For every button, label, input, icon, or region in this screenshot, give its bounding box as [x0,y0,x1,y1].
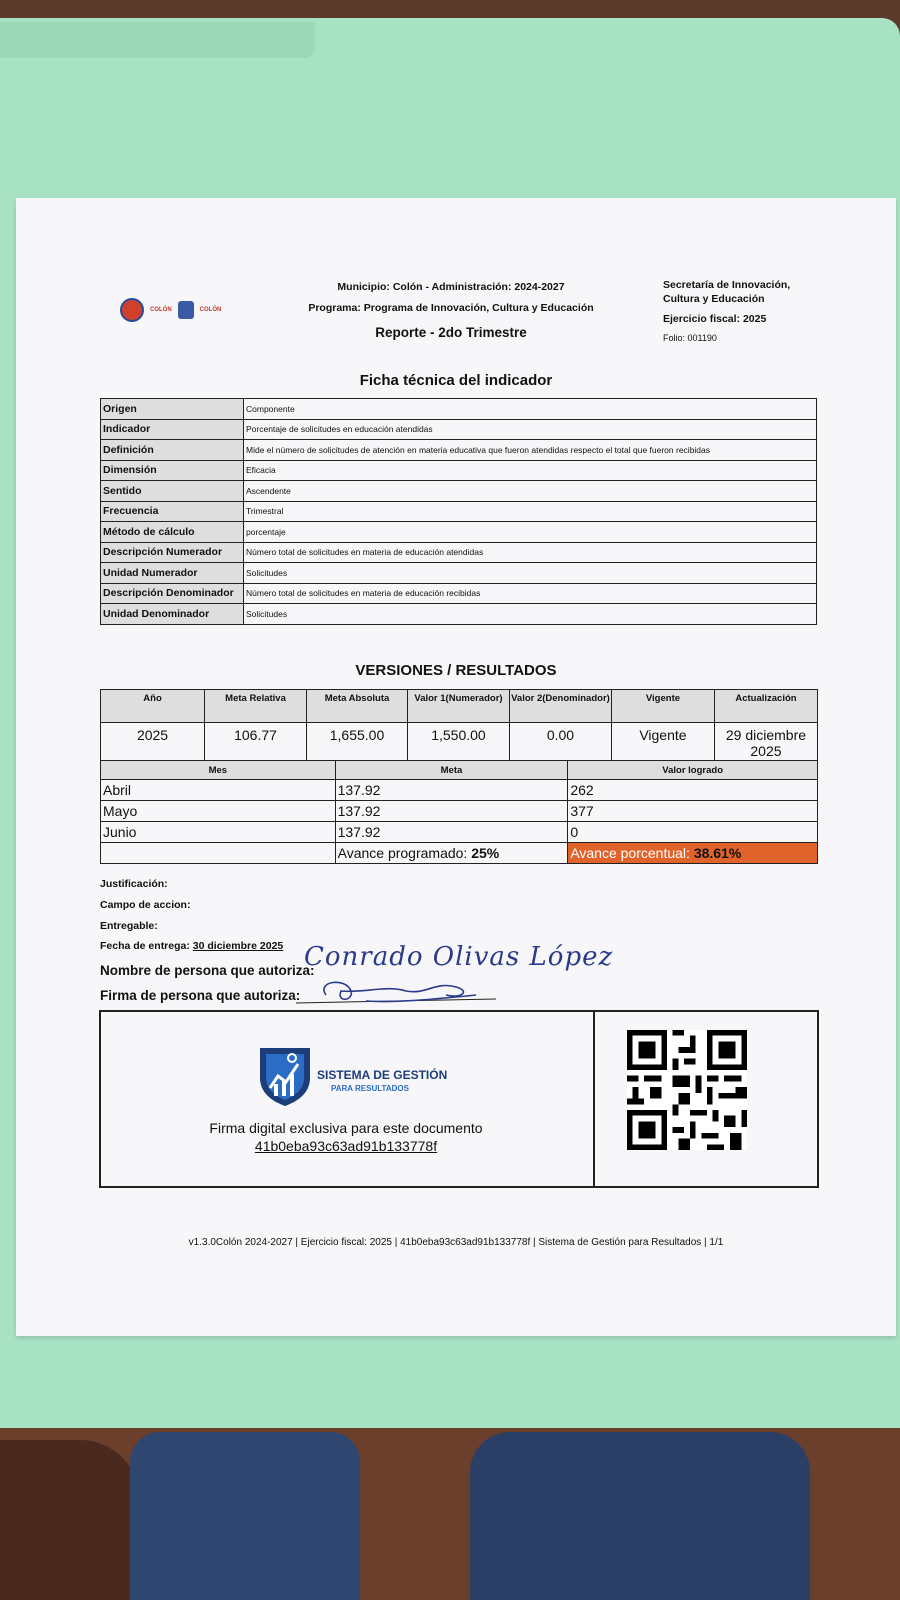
avance-programado-label: Avance programado: [337,845,472,861]
table-row [101,460,817,481]
col-meta-absoluta: Meta Absoluta [307,690,408,723]
sgr-shield-icon [256,1044,314,1106]
col-valor-2: Valor 2(Denominador) [509,690,611,723]
ejercicio-fiscal: Ejercicio fiscal: 2025 [663,313,767,325]
ficha-value: Número total de solicitudes en materia de educación atendidas [244,542,817,563]
programa: Programa: Programa de Innovación, Cultura y Educación [308,302,594,314]
ficha-key: Unidad Numerador [101,563,244,584]
ficha-value: Número total de solicitudes en materia de educación recibidas [244,583,817,604]
fecha-entrega-label: Fecha de entrega: [100,940,193,952]
avance-programado-value: 25% [471,845,500,861]
qr-code-icon [627,1030,747,1150]
ficha-key: Indicador [101,419,244,440]
col-valor-1: Valor 1(Numerador) [407,690,509,723]
val-meta-relativa: 106.77 [205,723,307,769]
col-vigente: Vigente [611,690,714,723]
reporte-title: Reporte - 2do Trimestre [375,325,527,340]
ficha-key: Sentido [101,481,244,502]
ficha-value: Solicitudes [244,604,817,625]
sgr-subtitle: PARA RESULTADOS [331,1084,409,1093]
ficha-key: Descripción Numerador [101,542,244,563]
ficha-value: porcentaje [244,522,817,543]
entregable-label: Entregable: [100,920,158,932]
ficha-key: Definición [101,440,244,461]
logo-text-1: COLÓN [150,307,172,313]
valor-cell: 0 [568,822,818,843]
meta-cell: 137.92 [335,822,568,843]
table-row [101,822,818,843]
ficha-table [100,398,817,625]
shoe [0,1440,140,1600]
col-meta: Meta [335,761,568,780]
nombre-signature: Conrado Olivas López [304,942,614,972]
footer: v1.3.0Colón 2024-2027 | Ejercicio fiscal: 2025 | 41b0eba93c63ad91b133778f | Sistema de Gestión para Resultados | 1/1 [188,1237,724,1248]
meses-table [100,760,818,864]
table-row [101,563,817,584]
box-divider [593,1012,595,1186]
ficha-key: Descripción Denominador [101,583,244,604]
table-row [101,419,817,440]
jeans-right-leg [470,1432,810,1600]
table-row [101,843,818,864]
col-meta-relativa: Meta Relativa [205,690,307,723]
avance-porcentual [568,843,818,864]
ficha-value: Eficacia [244,460,817,481]
fecha-entrega [100,940,283,952]
avance-programado [335,843,568,864]
ficha-key: Origen [101,399,244,420]
digital-signature-box [99,1010,819,1188]
meta-cell: 137.92 [335,801,568,822]
empty-cell [101,843,336,864]
ficha-key: Unidad Denominador [101,604,244,625]
val-meta-absoluta: 1,655.00 [307,723,408,769]
table-row [101,440,817,461]
table-row [101,801,818,822]
val-anio: 2025 [101,723,205,769]
ficha-key: Método de cálculo [101,522,244,543]
valor-cell: 377 [568,801,818,822]
ficha-key: Frecuencia [101,501,244,522]
digital-signature-hash[interactable]: 41b0eba93c63ad91b133778f [254,1138,438,1154]
col-mes: Mes [101,761,336,780]
val-actualizacion: 29 diciembre 2025 [714,723,817,769]
folio: Folio: 001190 [663,333,717,343]
table-row [101,780,818,801]
logos [120,298,221,322]
table-row [101,542,817,563]
secretaria-line-2: Cultura y Educación [663,293,765,305]
ficha-value: Trimestral [244,501,817,522]
ficha-value: Ascendente [244,481,817,502]
table-row [101,481,817,502]
val-valor-1: 1,550.00 [407,723,509,769]
valor-cell: 262 [568,780,818,801]
ficha-value: Mide el número de solicitudes de atención en materia educativa que fueron atendidas respecto el total que fueron recibidas [244,440,817,461]
ficha-key: Dimensión [101,460,244,481]
mes-cell: Mayo [101,801,336,822]
sgr-title: SISTEMA DE GESTIÓN [317,1068,448,1082]
fecha-entrega-value: 30 diciembre 2025 [192,940,284,952]
ficha-value: Porcentaje de solicitudes en educación atendidas [244,419,817,440]
table-row [101,604,817,625]
jeans-left-leg [130,1432,360,1600]
col-anio: Año [101,690,205,723]
signature-scribble-icon [296,973,516,1009]
ficha-value: Solicitudes [244,563,817,584]
nombre-label: Nombre de persona que autoriza: [100,963,315,978]
avance-porcentual-label: Avance porcentual: [570,845,694,861]
firma-label: Firma de persona que autoriza: [100,988,301,1003]
logo-text-2: COLÓN [199,307,222,313]
report-page [16,198,896,1336]
val-vigente: Vigente [611,723,714,769]
folder-tab [0,22,315,58]
col-actualizacion: Actualización [714,690,817,723]
avance-porcentual-value: 38.61% [693,845,742,861]
municipio: Municipio: Colón - Administración: 2024-2027 [337,281,565,293]
table-row [101,501,817,522]
meta-cell: 137.92 [335,780,568,801]
versiones-title: VERSIONES / RESULTADOS [355,662,557,679]
table-row [101,583,817,604]
justificacion-label: Justificación: [100,878,168,890]
colon-logo-icon [120,298,144,322]
ficha-value: Componente [244,399,817,420]
secretaria-line-1: Secretaría de Innovación, [663,279,791,291]
administracion-seal-icon [178,301,194,319]
col-valor-logrado: Valor logrado [568,761,818,780]
table-row [101,399,817,420]
digital-signature-label: Firma digital exclusiva para este documento [209,1120,483,1136]
campo-label: Campo de accion: [100,899,191,911]
val-valor-2: 0.00 [509,723,611,769]
ficha-title: Ficha técnica del indicador [359,372,553,389]
table-row [101,522,817,543]
versiones-table [100,689,818,769]
mes-cell: Abril [101,780,336,801]
mes-cell: Junio [101,822,336,843]
